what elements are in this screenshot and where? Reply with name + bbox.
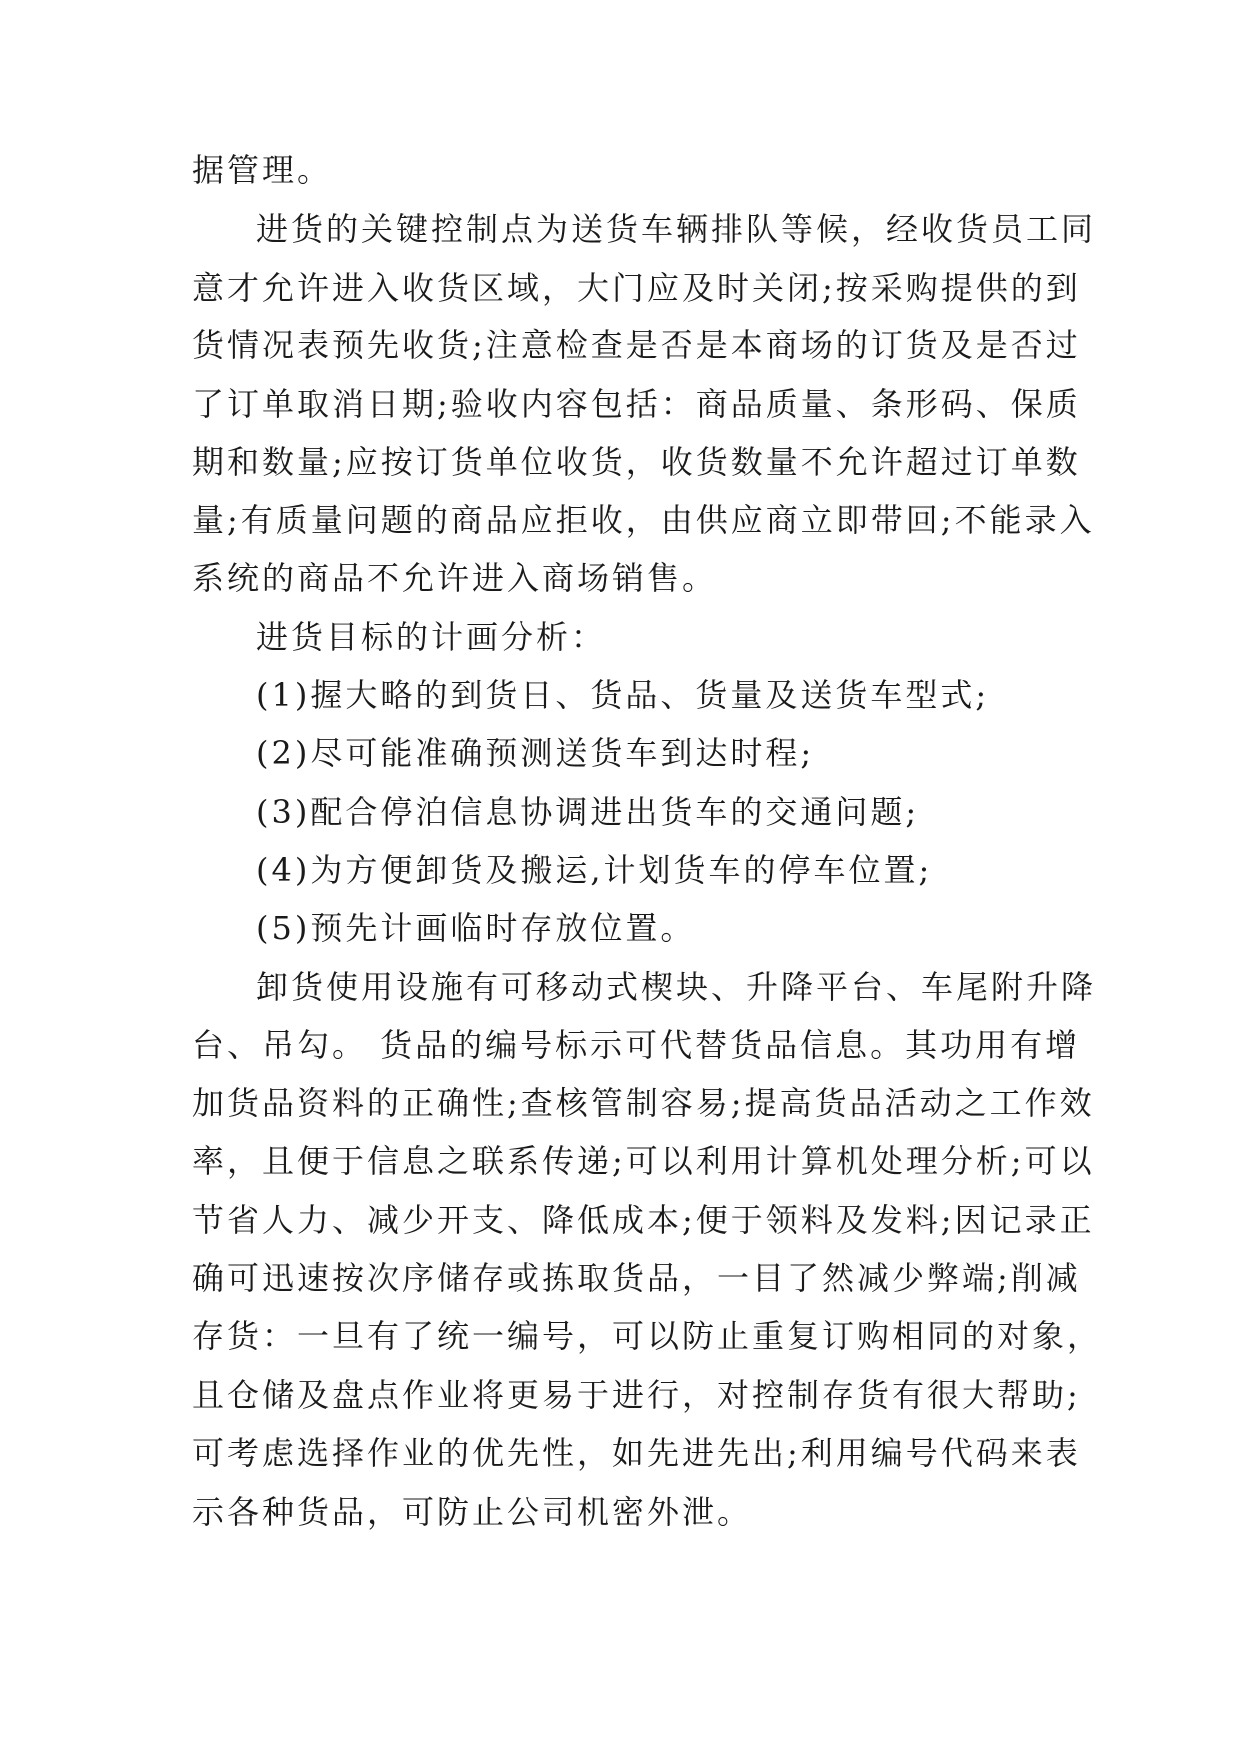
text-line: 台、吊勾。 货品的编号标示可代替货品信息。其功用有增 xyxy=(192,1026,1081,1064)
text-line: 可考虑选择作业的优先性，如先进先出;利用编号代码来表 xyxy=(192,1434,1081,1472)
text-line: 期和数量;应按订货单位收货，收货数量不允许超过订单数 xyxy=(192,443,1081,481)
paragraph-start-line: 进货的关键控制点为送货车辆排队等候，经收货员工同 xyxy=(256,210,1097,248)
text-line: 率，且便于信息之联系传递;可以利用计算机处理分析;可以 xyxy=(192,1142,1095,1180)
list-item-2: (2)尽可能准确预测送货车到达时程; xyxy=(256,734,815,772)
text-line: 且仓储及盘点作业将更易于进行，对控制存货有很大帮助; xyxy=(192,1376,1081,1414)
text-line: 存货：一旦有了统一编号，可以防止重复订购相同的对象， xyxy=(192,1317,1103,1355)
text-line: 系统的商品不允许进入商场销售。 xyxy=(192,559,718,597)
text-line: 节省人力、减少开支、降低成本;便于领料及发料;因记录正 xyxy=(192,1201,1095,1239)
text-line: 加货品资料的正确性;查核管制容易;提高货品活动之工作效 xyxy=(192,1084,1095,1122)
paragraph-start-line: 进货目标的计画分析： xyxy=(256,618,607,656)
text-line: 确可迅速按次序储存或拣取货品，一目了然减少弊端;削减 xyxy=(192,1259,1081,1297)
list-item-3: (3)配合停泊信息协调进出货车的交通问题; xyxy=(256,793,920,831)
text-line: 意才允许进入收货区域，大门应及时关闭;按采购提供的到 xyxy=(192,269,1081,307)
list-item-1: (1)握大略的到货日、货品、货量及送货车型式; xyxy=(256,676,990,714)
text-line: 据管理。 xyxy=(192,151,333,189)
list-item-5: (5)预先计画临时存放位置。 xyxy=(256,909,696,947)
text-line: 了订单取消日期;验收内容包括：商品质量、条形码、保质 xyxy=(192,385,1081,423)
paragraph-start-line: 卸货使用设施有可移动式楔块、升降平台、车尾附升降 xyxy=(256,968,1097,1006)
list-item-4: (4)为方便卸货及搬运,计划货车的停车位置; xyxy=(256,851,933,889)
text-line: 示各种货品，可防止公司机密外泄。 xyxy=(192,1493,753,1531)
text-line: 货情况表预先收货;注意检查是否是本商场的订货及是否过 xyxy=(192,326,1081,364)
text-line: 量;有质量问题的商品应拒收，由供应商立即带回;不能录入 xyxy=(192,501,1095,539)
